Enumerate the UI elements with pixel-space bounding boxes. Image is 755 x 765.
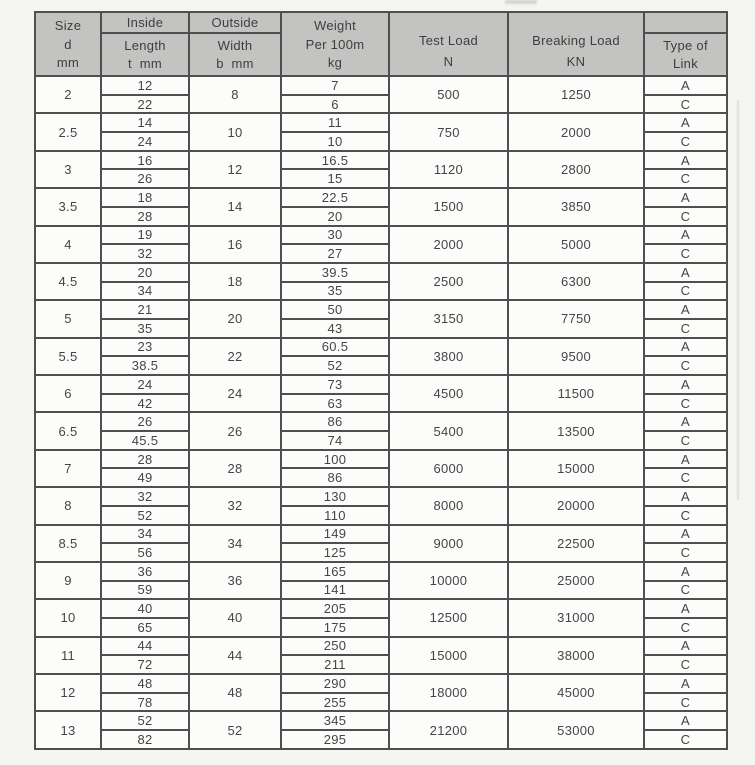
cell-weight-b: 35 [281,282,389,301]
cell-outside-width: 52 [189,711,281,748]
cell-inside-length-b: 26 [101,169,189,188]
cell-test-load: 9000 [389,525,508,562]
cell-link-type-b: C [644,581,727,600]
cell-breaking-load: 5000 [508,226,644,263]
cell-size: 3 [35,151,101,188]
scan-artifact-right [737,100,739,500]
cell-outside-width: 14 [189,188,281,225]
cell-link-type-a: A [644,113,727,132]
cell-breaking-load: 11500 [508,375,644,412]
cell-inside-length-b: 32 [101,244,189,263]
cell-inside-length-a: 14 [101,113,189,132]
row-size-2.5-a [35,113,727,132]
cell-link-type-b: C [644,730,727,749]
cell-size: 5.5 [35,338,101,375]
cell-weight-a: 205 [281,599,389,618]
cell-size: 5 [35,300,101,337]
cell-inside-length-b: 45.5 [101,431,189,450]
header-breaking-load-line1: Breaking Load [532,33,620,49]
cell-link-type-a: A [644,412,727,431]
cell-weight-b: 27 [281,244,389,263]
header-row [35,12,727,76]
cell-weight-b: 86 [281,468,389,487]
cell-outside-width: 36 [189,562,281,599]
cell-inside-length-b: 22 [101,95,189,114]
cell-weight-b: 74 [281,431,389,450]
cell-weight-b: 52 [281,356,389,375]
header-outside-width: Width [217,38,253,53]
cell-weight-b: 110 [281,506,389,525]
cell-weight-b: 255 [281,693,389,712]
cell-link-type-a: A [644,674,727,693]
cell-outside-width: 48 [189,674,281,711]
cell-weight-a: 39.5 [281,263,389,282]
cell-size: 2 [35,76,101,113]
cell-inside-length-a: 20 [101,263,189,282]
col-header-outside [189,12,281,76]
header-inside-group: Inside [126,15,164,30]
header-size-line2: d [64,36,72,52]
cell-outside-width: 32 [189,487,281,524]
cell-inside-length-b: 65 [101,618,189,637]
cell-breaking-load: 13500 [508,412,644,449]
cell-outside-width: 20 [189,300,281,337]
cell-link-type-b: C [644,506,727,525]
cell-link-type-b: C [644,282,727,301]
cell-test-load: 5400 [389,412,508,449]
cell-link-type-a: A [644,711,727,730]
cell-weight-b: 141 [281,581,389,600]
cell-outside-width: 28 [189,450,281,487]
row-size-2-a [35,76,727,95]
row-size-3-a [35,151,727,170]
cell-link-type-a: A [644,637,727,656]
cell-size: 2.5 [35,113,101,150]
cell-weight-a: 130 [281,487,389,506]
cell-breaking-load: 2800 [508,151,644,188]
cell-breaking-load: 20000 [508,487,644,524]
cell-inside-length-a: 44 [101,637,189,656]
cell-breaking-load: 2000 [508,113,644,150]
cell-inside-length-a: 40 [101,599,189,618]
cell-link-type-a: A [644,599,727,618]
col-header-breaking-load [508,12,644,76]
col-header-size [35,12,101,76]
cell-test-load: 12500 [389,599,508,636]
row-size-11-a [35,637,727,656]
col-header-inside [101,12,189,76]
cell-outside-width: 40 [189,599,281,636]
cell-test-load: 21200 [389,711,508,748]
cell-outside-width: 44 [189,637,281,674]
cell-size: 12 [35,674,101,711]
row-size-6.5-a [35,412,727,431]
header-weight-line1: Weight [313,17,357,33]
cell-link-type-a: A [644,375,727,394]
cell-weight-a: 100 [281,450,389,469]
cell-breaking-load: 9500 [508,338,644,375]
cell-link-type-b: C [644,431,727,450]
cell-link-type-a: A [644,487,727,506]
cell-inside-length-a: 19 [101,226,189,245]
cell-test-load: 1120 [389,151,508,188]
header-size-line1: Size [54,17,82,33]
cell-inside-length-b: 82 [101,730,189,749]
row-size-5.5-a [35,338,727,357]
cell-outside-width: 18 [189,263,281,300]
table-header [35,12,727,76]
cell-weight-a: 22.5 [281,188,389,207]
row-size-3.5-a [35,188,727,207]
cell-weight-b: 20 [281,207,389,226]
cell-inside-length-b: 28 [101,207,189,226]
cell-breaking-load: 22500 [508,525,644,562]
cell-inside-length-b: 38.5 [101,356,189,375]
cell-weight-a: 149 [281,525,389,544]
cell-breaking-load: 3850 [508,188,644,225]
row-size-6-a [35,375,727,394]
cell-link-type-a: A [644,562,727,581]
cell-inside-length-b: 24 [101,132,189,151]
cell-weight-a: 250 [281,637,389,656]
cell-link-type-b: C [644,319,727,338]
cell-link-type-b: C [644,356,727,375]
cell-link-type-a: A [644,450,727,469]
col-header-weight [281,12,389,76]
cell-weight-a: 30 [281,226,389,245]
cell-link-type-a: A [644,188,727,207]
cell-inside-length-b: 78 [101,693,189,712]
cell-link-type-b: C [644,468,727,487]
header-inside-unit: t mm [128,56,162,71]
cell-breaking-load: 1250 [508,76,644,113]
cell-link-type-a: A [644,525,727,544]
cell-inside-length-b: 42 [101,394,189,413]
header-weight-line2: Per 100m [305,36,365,52]
cell-link-type-b: C [644,543,727,562]
cell-link-type-b: C [644,618,727,637]
header-type-line1: Type of [663,38,708,53]
cell-test-load: 750 [389,113,508,150]
cell-weight-a: 290 [281,674,389,693]
cell-outside-width: 24 [189,375,281,412]
cell-inside-length-b: 56 [101,543,189,562]
row-size-9-a [35,562,727,581]
cell-test-load: 500 [389,76,508,113]
cell-inside-length-a: 21 [101,300,189,319]
cell-breaking-load: 45000 [508,674,644,711]
cell-link-type-b: C [644,244,727,263]
cell-breaking-load: 25000 [508,562,644,599]
cell-size: 6.5 [35,412,101,449]
header-outside-unit: b mm [216,56,254,71]
cell-test-load: 18000 [389,674,508,711]
cell-test-load: 6000 [389,450,508,487]
cell-inside-length-a: 18 [101,188,189,207]
header-test-load-unit: N [443,53,454,69]
row-size-8-a [35,487,727,506]
cell-weight-a: 345 [281,711,389,730]
header-weight-line3: kg [327,55,343,71]
cell-test-load: 1500 [389,188,508,225]
cell-weight-b: 6 [281,95,389,114]
cell-size: 4 [35,226,101,263]
cell-link-type-b: C [644,655,727,674]
cell-inside-length-a: 28 [101,450,189,469]
header-inside-length: Length [124,38,166,53]
cell-weight-b: 10 [281,132,389,151]
cell-link-type-b: C [644,394,727,413]
row-size-4.5-a [35,263,727,282]
table-body [35,76,727,749]
cell-link-type-b: C [644,169,727,188]
cell-weight-a: 50 [281,300,389,319]
cell-inside-length-a: 36 [101,562,189,581]
cell-outside-width: 8 [189,76,281,113]
cell-link-type-b: C [644,207,727,226]
row-size-12-a [35,674,727,693]
cell-weight-b: 175 [281,618,389,637]
cell-outside-width: 26 [189,412,281,449]
cell-size: 6 [35,375,101,412]
cell-weight-a: 86 [281,412,389,431]
cell-test-load: 10000 [389,562,508,599]
cell-size: 8 [35,487,101,524]
cell-breaking-load: 7750 [508,300,644,337]
cell-test-load: 3150 [389,300,508,337]
cell-link-type-a: A [644,151,727,170]
cell-link-type-b: C [644,132,727,151]
cell-test-load: 2500 [389,263,508,300]
row-size-7-a [35,450,727,469]
cell-inside-length-a: 26 [101,412,189,431]
cell-link-type-a: A [644,226,727,245]
cell-link-type-a: A [644,76,727,95]
cell-size: 4.5 [35,263,101,300]
cell-inside-length-b: 35 [101,319,189,338]
cell-size: 9 [35,562,101,599]
cell-weight-a: 16.5 [281,151,389,170]
cell-link-type-a: A [644,263,727,282]
scan-artifact-top [505,0,537,4]
cell-weight-b: 43 [281,319,389,338]
cell-inside-length-b: 34 [101,282,189,301]
cell-outside-width: 12 [189,151,281,188]
cell-inside-length-a: 34 [101,525,189,544]
cell-link-type-b: C [644,95,727,114]
cell-weight-a: 73 [281,375,389,394]
cell-inside-length-b: 49 [101,468,189,487]
cell-weight-a: 60.5 [281,338,389,357]
cell-link-type-a: A [644,338,727,357]
row-size-5-a [35,300,727,319]
cell-breaking-load: 15000 [508,450,644,487]
cell-inside-length-b: 72 [101,655,189,674]
row-size-10-a [35,599,727,618]
chain-link-spec-table [34,11,728,750]
cell-inside-length-a: 12 [101,76,189,95]
cell-weight-a: 7 [281,76,389,95]
cell-outside-width: 10 [189,113,281,150]
cell-weight-b: 295 [281,730,389,749]
cell-inside-length-b: 52 [101,506,189,525]
cell-test-load: 15000 [389,637,508,674]
cell-weight-b: 15 [281,169,389,188]
cell-size: 11 [35,637,101,674]
cell-size: 8.5 [35,525,101,562]
header-test-load-line1: Test Load [418,33,479,49]
col-header-type-of-link [644,12,727,76]
cell-weight-b: 63 [281,394,389,413]
cell-size: 13 [35,711,101,748]
cell-inside-length-a: 32 [101,487,189,506]
cell-weight-b: 125 [281,543,389,562]
cell-inside-length-b: 59 [101,581,189,600]
cell-inside-length-a: 16 [101,151,189,170]
cell-test-load: 8000 [389,487,508,524]
cell-inside-length-a: 48 [101,674,189,693]
cell-breaking-load: 53000 [508,711,644,748]
cell-breaking-load: 38000 [508,637,644,674]
cell-test-load: 2000 [389,226,508,263]
row-size-4-a [35,226,727,245]
cell-weight-a: 165 [281,562,389,581]
cell-inside-length-a: 52 [101,711,189,730]
header-breaking-load-unit: KN [566,53,586,69]
cell-size: 7 [35,450,101,487]
cell-outside-width: 22 [189,338,281,375]
cell-weight-a: 11 [281,113,389,132]
row-size-8.5-a [35,525,727,544]
cell-outside-width: 34 [189,525,281,562]
cell-link-type-b: C [644,693,727,712]
header-type-line2: Link [672,56,699,71]
cell-outside-width: 16 [189,226,281,263]
cell-test-load: 3800 [389,338,508,375]
cell-test-load: 4500 [389,375,508,412]
cell-weight-b: 211 [281,655,389,674]
header-outside-group: Outside [211,15,259,30]
cell-inside-length-a: 24 [101,375,189,394]
cell-size: 10 [35,599,101,636]
cell-breaking-load: 31000 [508,599,644,636]
col-header-test-load [389,12,508,76]
cell-link-type-a: A [644,300,727,319]
cell-inside-length-a: 23 [101,338,189,357]
cell-size: 3.5 [35,188,101,225]
row-size-13-a [35,711,727,730]
header-size-line3: mm [56,55,80,71]
cell-breaking-load: 6300 [508,263,644,300]
